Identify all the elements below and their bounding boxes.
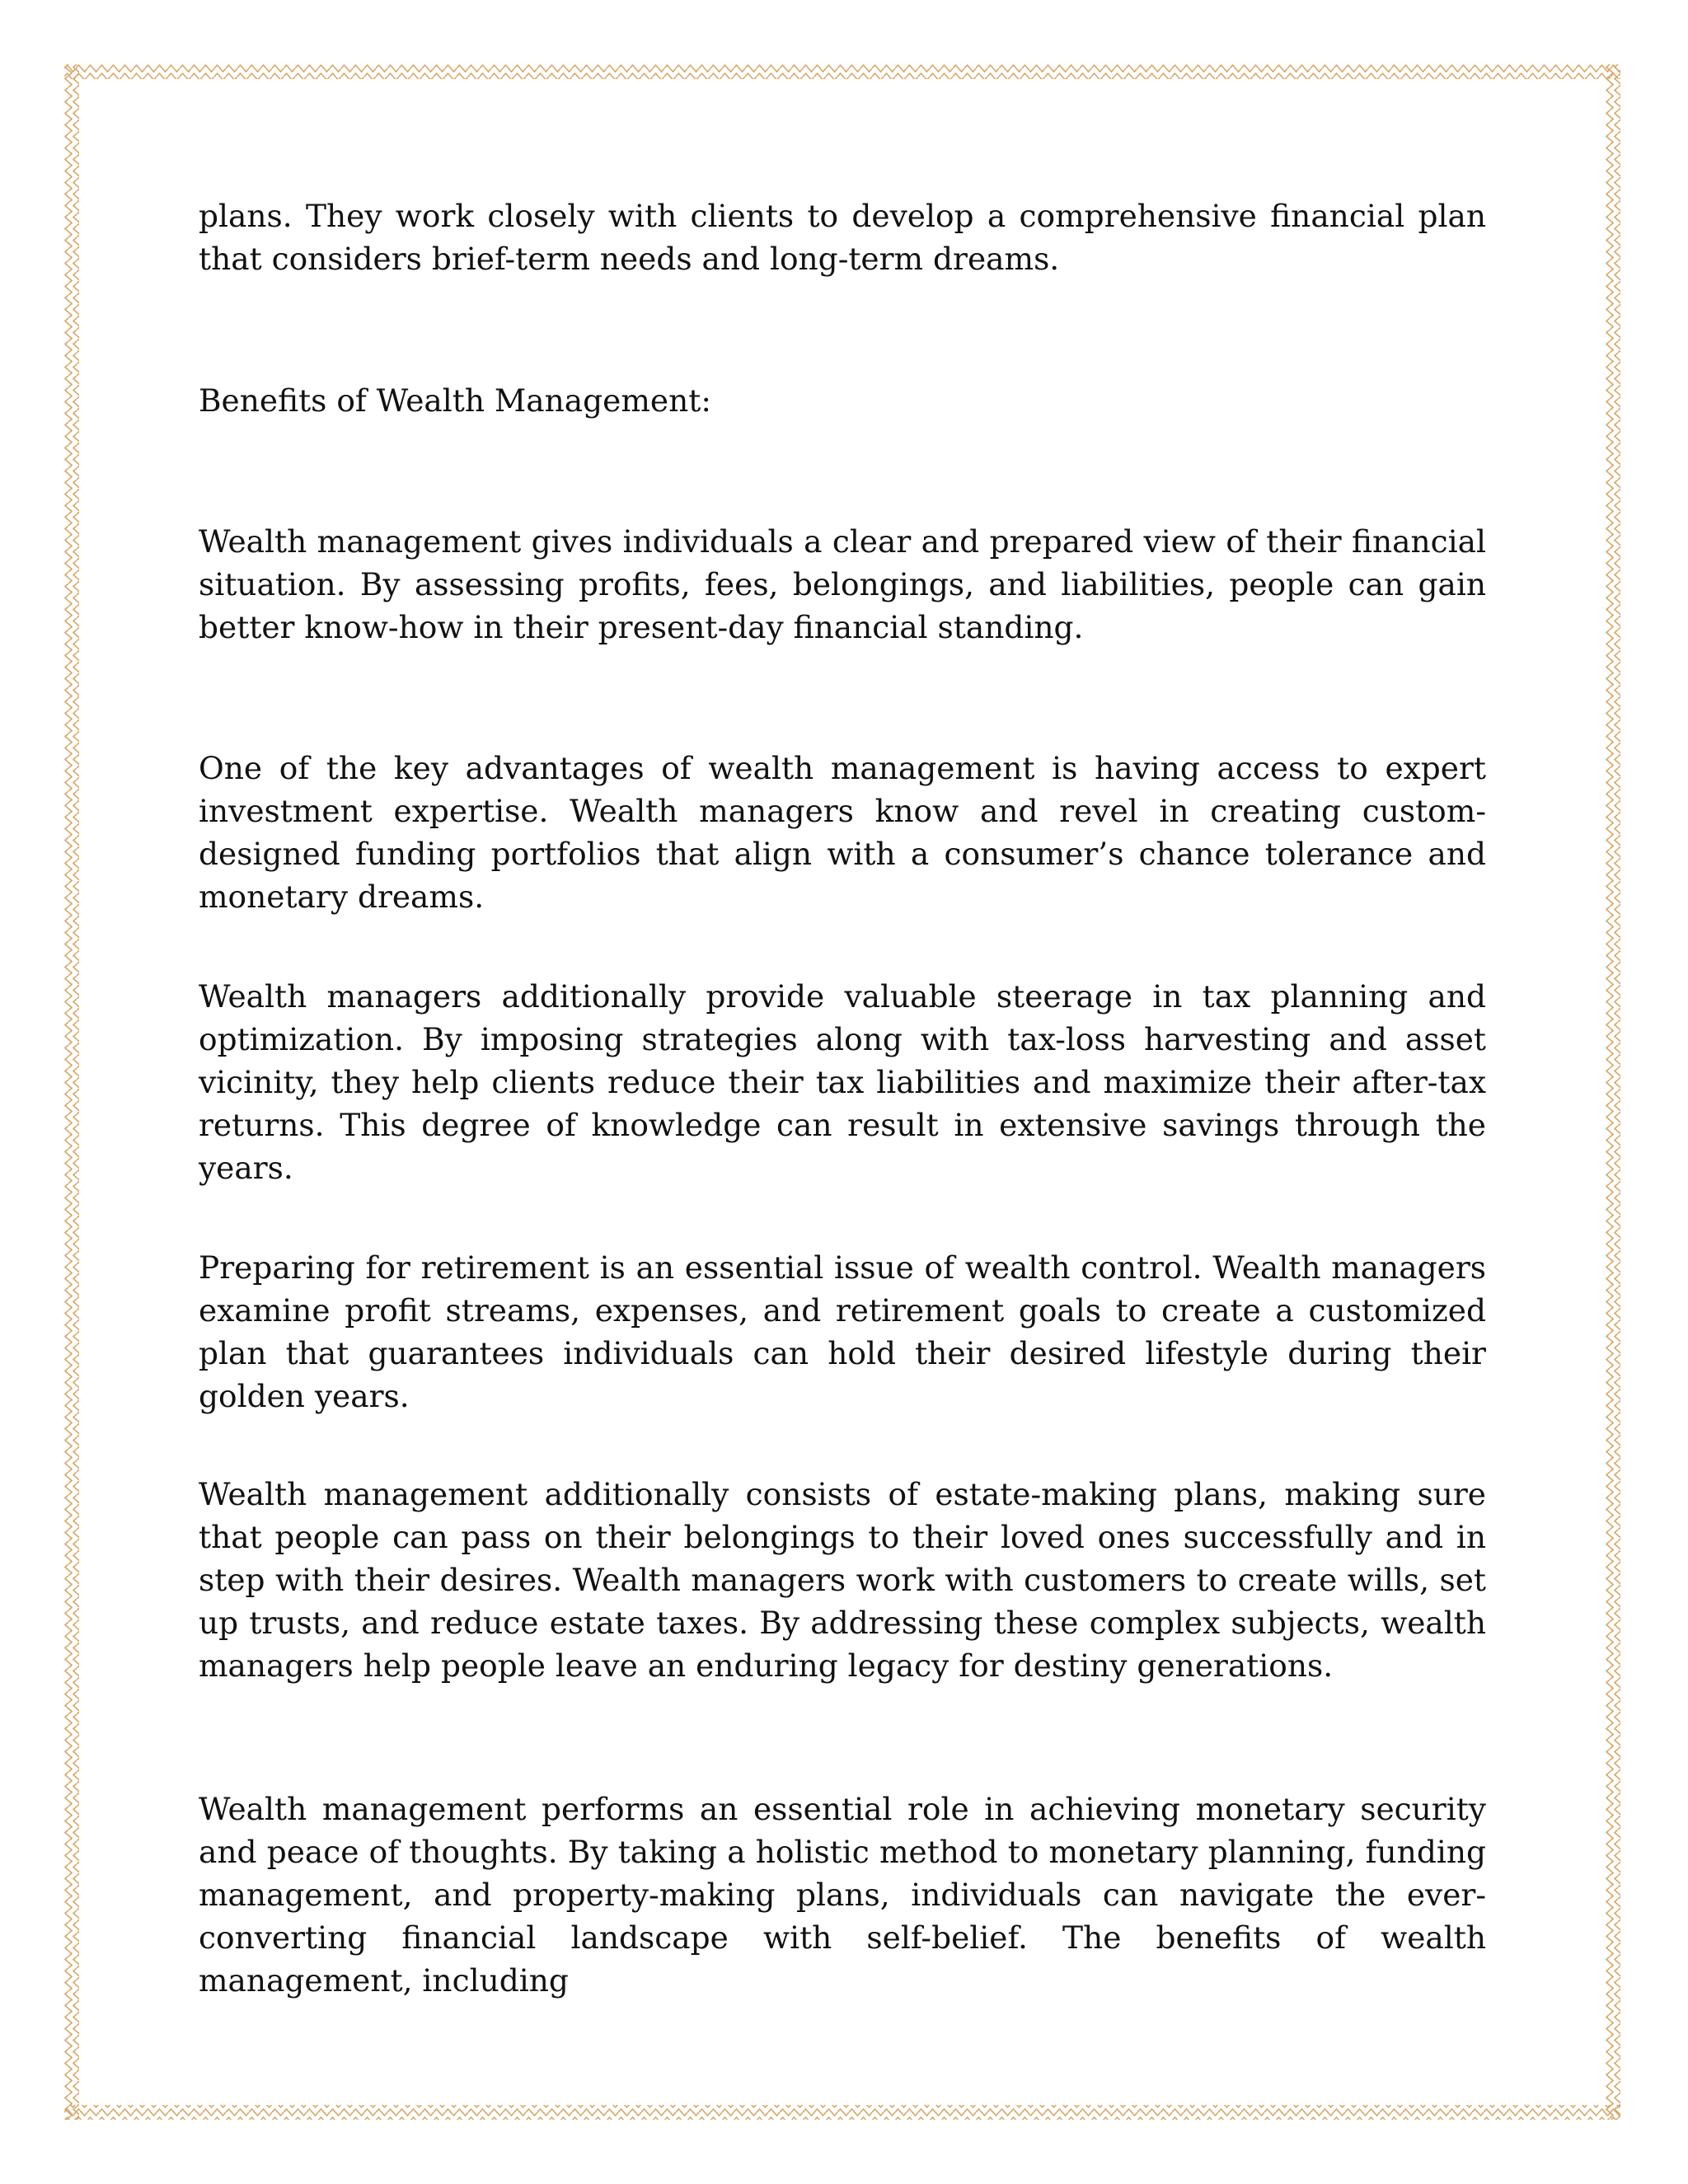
- section-heading-benefits: Benefits of Wealth Management:: [199, 382, 711, 419]
- paragraph-estate-planning: Wealth management additionally consists of estate-making plans, making sure that people can pass on their belongings to their loved ones successfully and in step with their desires. Wealth managers work with customers to create wills, set up trusts, and reduce estate taxes. By addressing these complex subjects, wealth managers help people leave an enduring legacy for destiny generations.: [199, 1476, 1486, 1684]
- paragraph-financial-overview: Wealth management gives individuals a clear and prepared view of their financial situation. By assessing profits, fees, belongings, and liabilities, people can gain better know-how in their present-day financial standing.: [199, 523, 1486, 645]
- paragraph-conclusion: Wealth management performs an essential role in achieving monetary security and peace of thoughts. By taking a holistic method to monetary planning, funding management, and property-making plans, individuals can navigate the ever-converting financial landscape with self-belief. The benefits of wealth management, including: [199, 1791, 1486, 1999]
- paragraph-retirement-planning: Preparing for retirement is an essential issue of wealth control. Wealth managers examine profit streams, expenses, and retirement goals to create a customized plan that guarantees individuals can hold their desired lifestyle during their golden years.: [199, 1249, 1486, 1414]
- paragraph-planning-continuation: plans. They work closely with clients to develop a comprehensive financial plan that considers brief-term needs and long-term dreams.: [199, 198, 1486, 277]
- paragraph-tax-planning: Wealth managers additionally provide valuable steerage in tax planning and optimization. By imposing strategies along with tax-loss harvesting and asset vicinity, they help clients reduce their tax liabilities and maximize their after-tax returns. This degree of knowledge can result in extensive savings through the years.: [199, 978, 1486, 1186]
- paragraph-investment-expertise: One of the key advantages of wealth management is having access to expert investment expertise. Wealth managers know and revel in creating custom-designed funding portfolios that align with a consumer’s chance tolerance and monetary dreams.: [199, 750, 1486, 915]
